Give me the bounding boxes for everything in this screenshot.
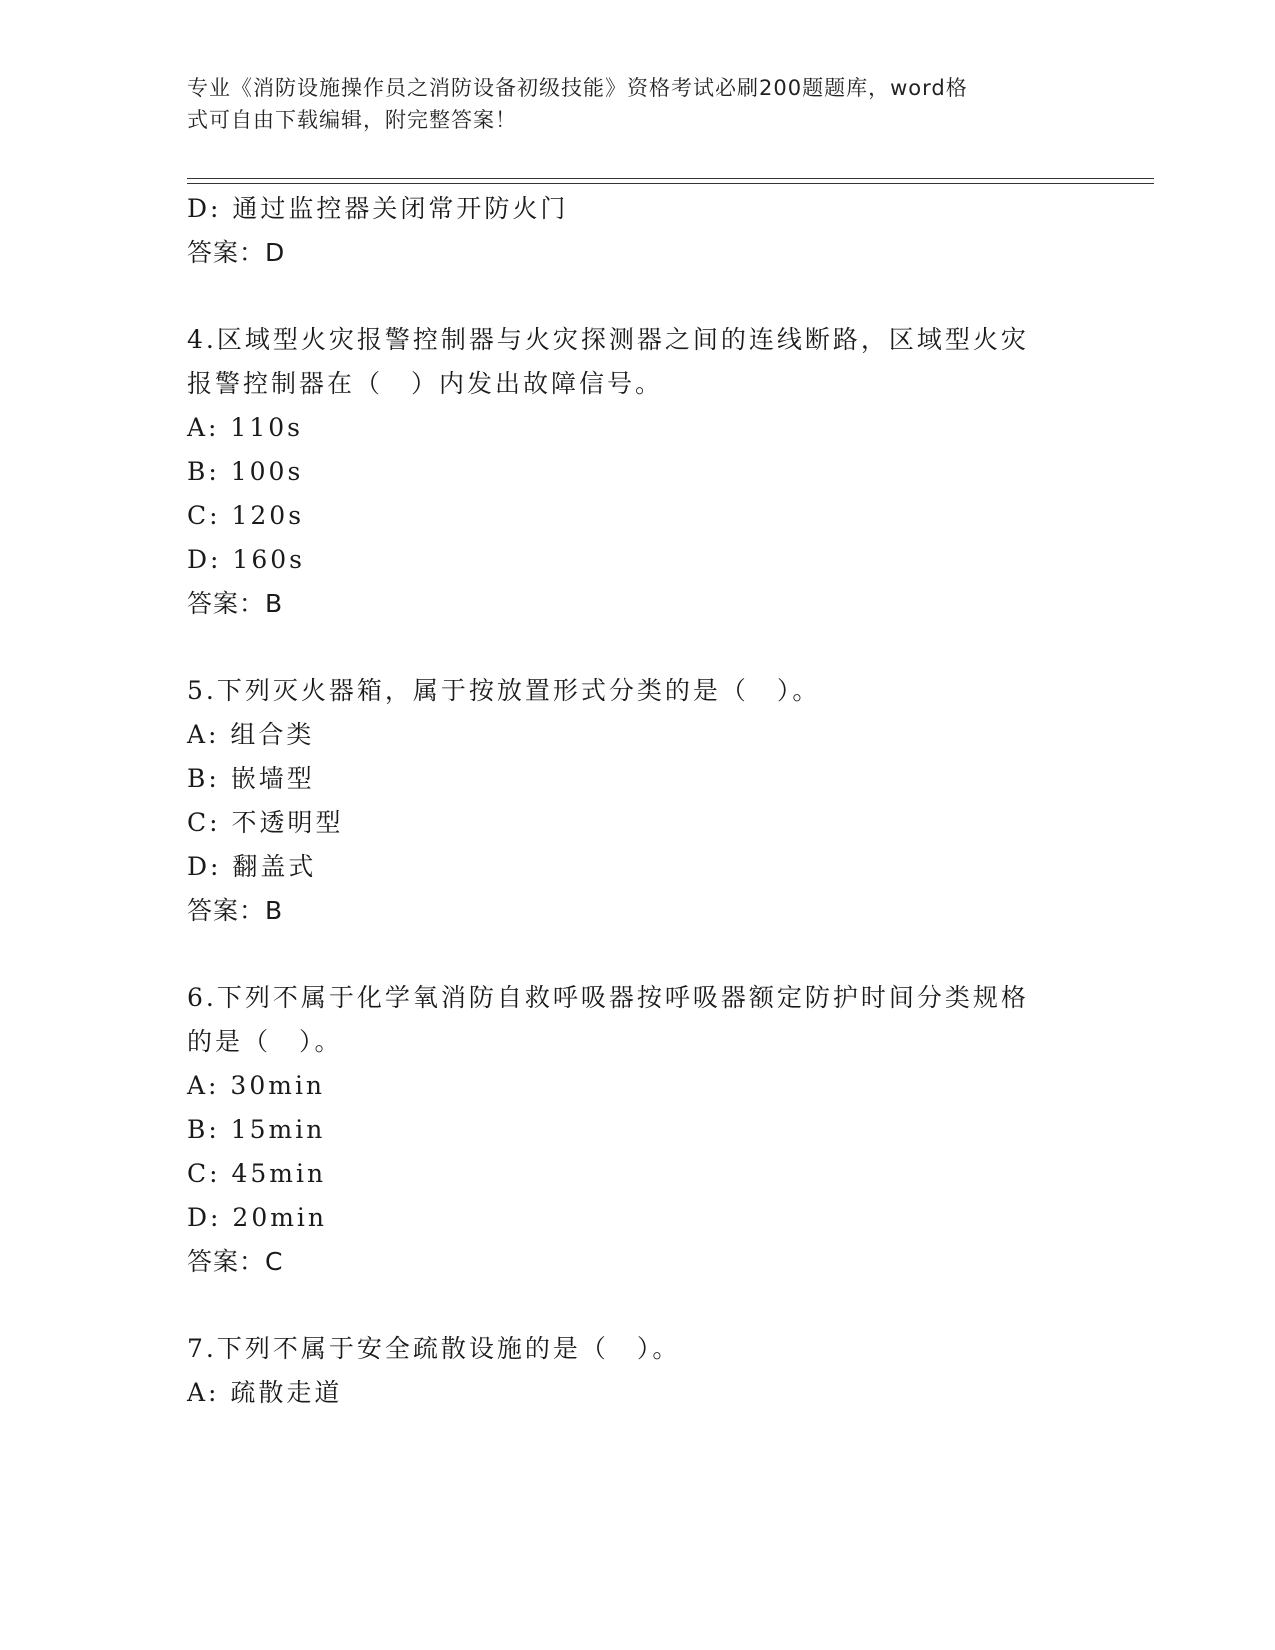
q4-option-a: A: 110s <box>187 413 303 442</box>
q6-answer: 答案：C <box>187 1247 284 1276</box>
q6-stem-line-2: 的是（ ）。 <box>187 1027 343 1056</box>
document-header <box>187 72 1077 136</box>
q4-option-d: D: 160s <box>187 545 305 574</box>
q4-option-b: B: 100s <box>187 457 304 486</box>
q5-answer: 答案：B <box>187 896 284 925</box>
header-divider-bottom <box>187 183 1154 184</box>
q4-answer: 答案：B <box>187 589 284 618</box>
q6-option-b: B: 15min <box>187 1115 326 1144</box>
prev-answer: 答案：D <box>187 238 286 267</box>
q7-option-a: A: 疏散走道 <box>187 1378 343 1407</box>
q6-option-a: A: 30min <box>187 1071 326 1100</box>
q4-stem-line-2: 报警控制器在（ ）内发出故障信号。 <box>187 369 664 398</box>
prev-option-d: D: 通过监控器关闭常开防火门 <box>187 194 569 223</box>
q6-option-d: D: 20min <box>187 1203 328 1232</box>
q5-option-b: B: 嵌墙型 <box>187 764 315 793</box>
q5-stem-line-1: 5.下列灭火器箱，属于按放置形式分类的是（ ）。 <box>187 676 821 705</box>
q5-option-a: A: 组合类 <box>187 720 315 749</box>
q4-option-c: C: 120s <box>187 501 305 530</box>
q7-stem-line-1: 7.下列不属于安全疏散设施的是（ ）。 <box>187 1334 681 1363</box>
header-line-2: 式可自由下载编辑，附完整答案！ <box>187 108 517 132</box>
header-divider-top <box>187 178 1154 179</box>
q6-stem-line-1: 6.下列不属于化学氧消防自救呼吸器按呼吸器额定防护时间分类规格 <box>187 983 1029 1012</box>
q5-option-d: D: 翻盖式 <box>187 852 317 881</box>
q4-stem-line-1: 4.区域型火灾报警控制器与火灾探测器之间的连线断路，区域型火灾 <box>187 325 1029 354</box>
q6-option-c: C: 45min <box>187 1159 327 1188</box>
header-line-1: 专业《消防设施操作员之消防设备初级技能》资格考试必刷200题题库，word格 <box>187 76 968 100</box>
q5-option-c: C: 不透明型 <box>187 808 344 837</box>
